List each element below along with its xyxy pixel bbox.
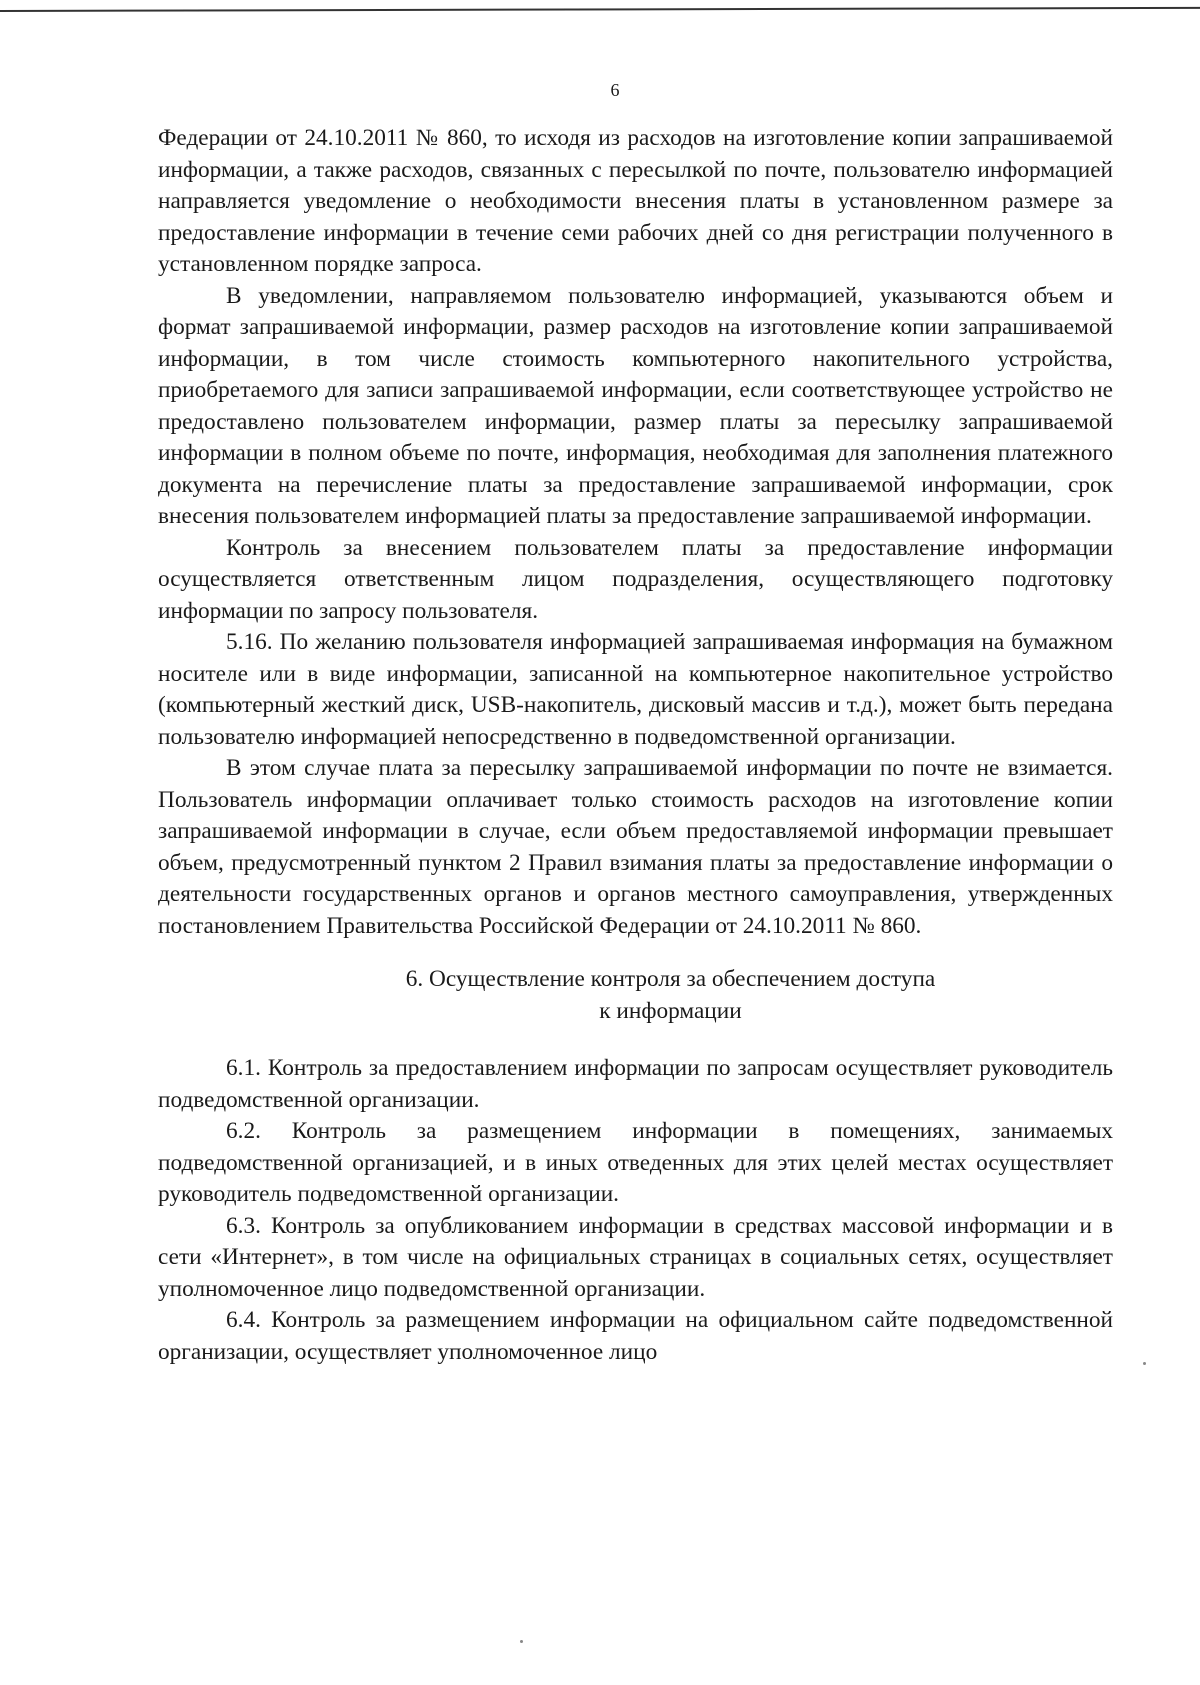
section-heading-line: к информации <box>599 997 742 1024</box>
paragraph: В этом случае плата за пересылку запрашиваемой информации по почте не взимается. Пользователь информации оплачивает только стоимость расходов на изготовление копии запрашиваемой информации в случае, если объем предоставляемой информации превышает объем, предусмотренный пунктом 2 Правил взимания платы за предоставление информации о деятельности государственных органов и органов местного самоуправления, утвержденных постановлением Правительства Российской Федерации от 24.10.2011 № 860. <box>158 755 1113 939</box>
paragraph: Контроль за внесением пользователем платы за предоставление информации осуществляется ответственным лицом подразделения, осуществляющего подготовку информации по запросу пользователя. <box>158 534 1113 624</box>
paragraph: 6.1. Контроль за предоставлением информации по запросам осуществляет руководитель подведомственной организации. <box>158 1055 1113 1113</box>
page-number: 6 <box>610 80 620 100</box>
paragraph: В уведомлении, направляемом пользователю информацией, указываются объем и формат запрашиваемой информации, размер расходов на изготовление копии запрашиваемой информации, в том числе стоимость компьютерного накопительного устройства, приобретаемого для записи запрашиваемой информации, если соответствующее устройство не предоставлено пользователем информации, размер платы за пересылку запрашиваемой информации в полном объеме по почте, информация, необходимая для заполнения платежного документа на перечисление платы за предоставление запрашиваемой информации, срок внесения пользователем информацией платы за предоставление запрашиваемой информации. <box>158 282 1113 529</box>
section-heading <box>158 964 1113 1027</box>
paragraph: 6.2. Контроль за размещением информации в помещениях, занимаемых подведомственной организацией, и в иных отведенных для этих целей местах осуществляет руководитель подведомственной организации. <box>158 1118 1113 1207</box>
scan-speck <box>520 1640 523 1643</box>
paragraph: 6.4. Контроль за размещением информации на официальном сайте подведомственной организации, осуществляет уполномоченное лицо <box>158 1307 1113 1365</box>
paragraph: 6.3. Контроль за опубликованием информации в средствах массовой информации и в сети «Интернет», в том числе на официальных страницах в социальных сетях, осуществляет уполномоченное лицо подведомственной организации. <box>158 1212 1113 1302</box>
scan-speck <box>1143 1362 1146 1365</box>
document-body <box>158 123 1113 1368</box>
scan-top-border <box>0 0 1200 12</box>
paragraph: Федерации от 24.10.2011 № 860, то исходя из расходов на изготовление копии запрашиваемой информации, а также расходов, связанных с пересылкой по почте, пользователю информацией направляется уведомление о необходимости внесения платы в установленном размере за предоставление информации в течение семи рабочих дней со дня регистрации полученного в установленном порядке запроса. <box>158 125 1113 277</box>
section-heading-line: 6. Осуществление контроля за обеспечением доступа <box>405 966 936 992</box>
paragraph: 5.16. По желанию пользователя информацией запрашиваемая информация на бумажном носителе или в виде информации, записанной на компьютерное накопительное устройство (компьютерный жесткий диск, USB-накопитель, дисковый массив и т.д.), может быть передана пользователю информацией непосредственно в подведомственной организации. <box>158 629 1113 750</box>
